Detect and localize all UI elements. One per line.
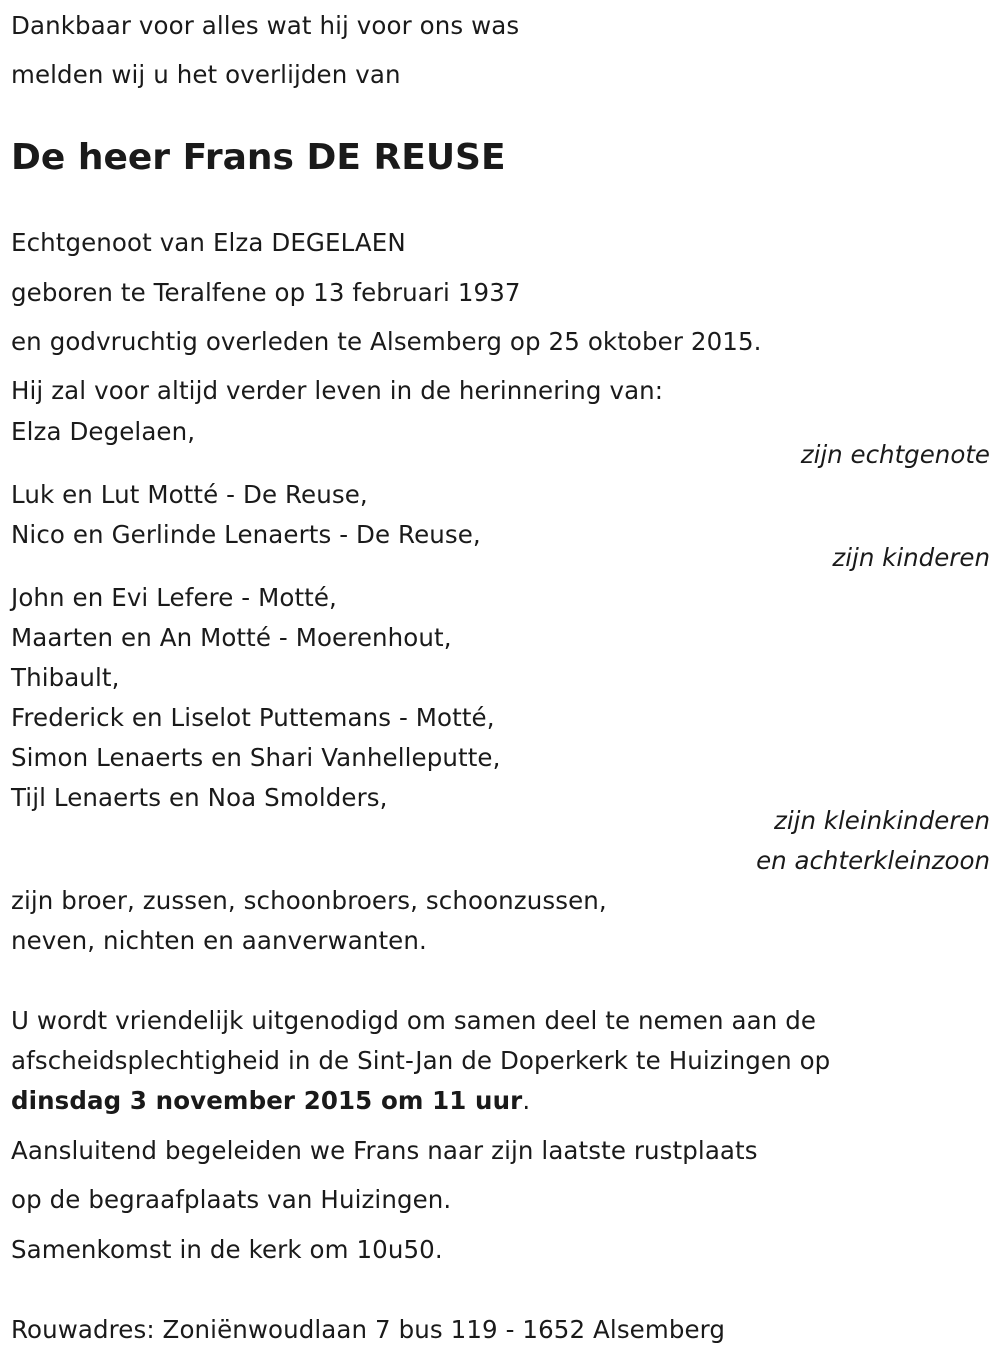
- gathering-line: Samenkomst in de kerk om 10u50.: [11, 1235, 443, 1264]
- invite-line-1: U wordt vriendelijk uitgenodigd om samen deel te nemen aan de: [11, 1006, 817, 1035]
- grandchild-line: Simon Lenaerts en Shari Vanhelleputte,: [11, 743, 501, 772]
- burial-line-1: Aansluitend begeleiden we Frans naar zijn laatste rustplaats: [11, 1136, 758, 1165]
- intro-line-2: melden wij u het overlijden van: [11, 60, 401, 89]
- grandchild-line: John en Evi Lefere - Motté,: [11, 583, 337, 612]
- remembrance-heading: Hij zal voor altijd verder leven in de herinnering van:: [11, 376, 664, 405]
- died-line: en godvruchtig overleden te Alsemberg op 25 oktober 2015.: [11, 327, 762, 356]
- spouse-role: zijn echtgenote: [800, 440, 990, 469]
- mourning-address: Rouwadres: Zoniënwoudlaan 7 bus 119 - 1652 Alsemberg: [11, 1315, 726, 1344]
- born-line: geboren te Teralfene op 13 februari 1937: [11, 278, 521, 307]
- invite-line-2: afscheidsplechtigheid in de Sint-Jan de Doperkerk te Huizingen op: [11, 1046, 831, 1075]
- family-line-1: zijn broer, zussen, schoonbroers, schoonzussen,: [11, 886, 607, 915]
- burial-line-2: op de begraafplaats van Huizingen.: [11, 1185, 452, 1214]
- grandchildren-role-2: en achterkleinzoon: [756, 846, 990, 875]
- grandchildren-role-1: zijn kleinkinderen: [773, 806, 990, 835]
- spouse-line: Echtgenoot van Elza DEGELAEN: [11, 228, 406, 257]
- grandchild-line: Tijl Lenaerts en Noa Smolders,: [11, 783, 388, 812]
- grandchild-line: Maarten en An Motté - Moerenhout,: [11, 623, 452, 652]
- ceremony-date-time: dinsdag 3 november 2015 om 11 uur: [11, 1086, 523, 1115]
- grandchild-line: Thibault,: [11, 663, 120, 692]
- grandchild-line: Frederick en Liselot Puttemans - Motté,: [11, 703, 495, 732]
- children-role: zijn kinderen: [832, 543, 990, 572]
- intro-line-1: Dankbaar voor alles wat hij voor ons was: [11, 11, 520, 40]
- deceased-name: De heer Frans DE REUSE: [11, 137, 506, 178]
- ceremony-date-suffix: .: [522, 1086, 531, 1115]
- child-line: Nico en Gerlinde Lenaerts - De Reuse,: [11, 520, 481, 549]
- spouse-name: Elza Degelaen,: [11, 417, 196, 446]
- child-line: Luk en Lut Motté - De Reuse,: [11, 480, 368, 509]
- ceremony-date-line: [11, 1085, 530, 1117]
- family-line-2: neven, nichten en aanverwanten.: [11, 926, 427, 955]
